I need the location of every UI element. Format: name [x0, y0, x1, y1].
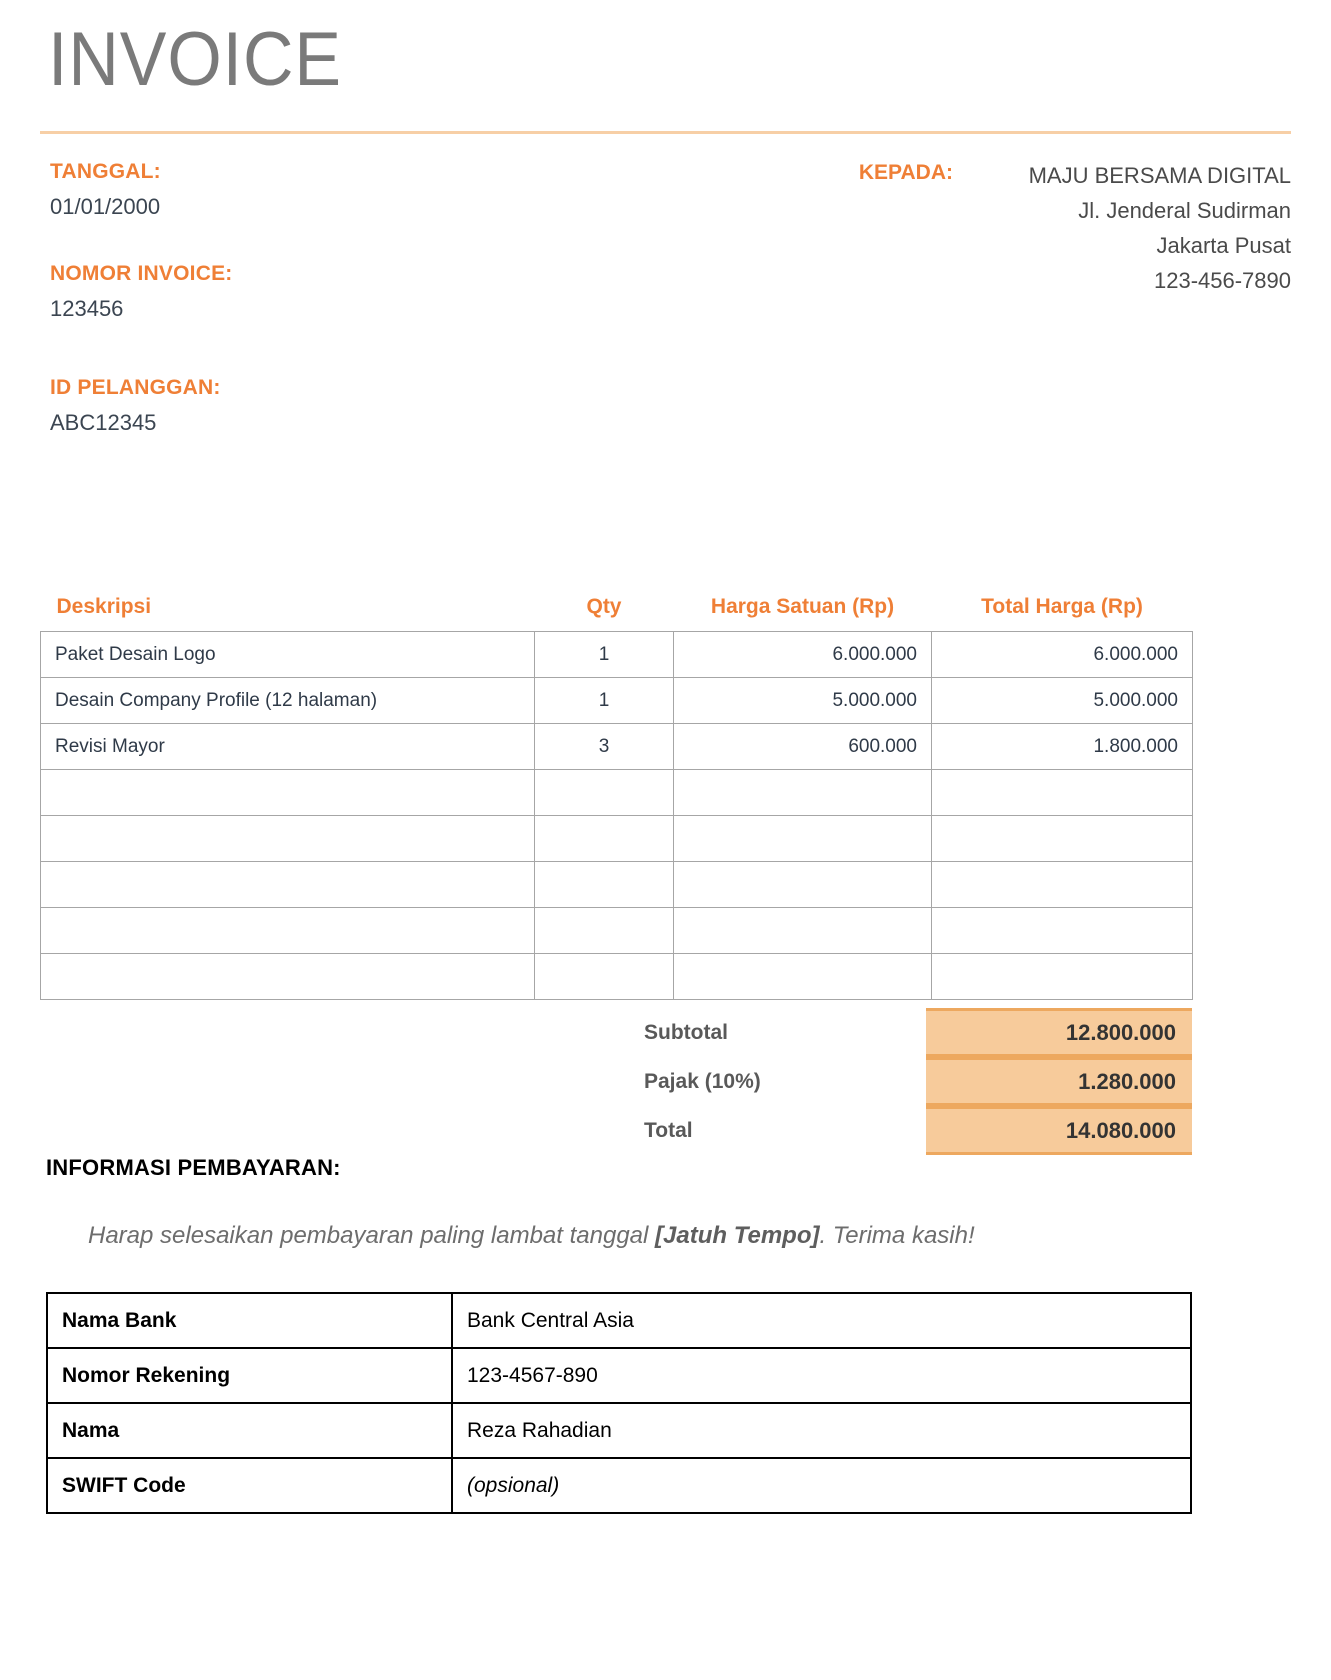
bank-row-value: Bank Central Asia [452, 1293, 1191, 1348]
totals-row-subtotal [636, 1008, 1192, 1057]
cell-qty [535, 816, 674, 862]
page-title: INVOICE [48, 17, 342, 102]
table-row [41, 770, 1193, 816]
table-row [41, 954, 1193, 1000]
invoice-meta [40, 158, 1291, 558]
cell-deskripsi [41, 954, 535, 1000]
items-table-wrapper [40, 595, 1192, 1000]
table-row [41, 908, 1193, 954]
table-row [41, 862, 1193, 908]
total-label: Total [644, 1118, 693, 1142]
cell-deskripsi [41, 862, 535, 908]
column-header-total-harga: Total Harga (Rp) [981, 595, 1143, 618]
cell-qty: 1 [535, 678, 674, 724]
column-header-harga-satuan: Harga Satuan (Rp) [710, 595, 895, 618]
cell-total-harga [932, 954, 1193, 1000]
cell-deskripsi: Revisi Mayor [41, 724, 535, 770]
items-header-row [41, 595, 1193, 632]
id-pelanggan-value: ABC12345 [50, 410, 157, 435]
payment-info-heading: INFORMASI PEMBAYARAN: [46, 1155, 341, 1180]
cell-deskripsi [41, 816, 535, 862]
cell-harga-satuan: 6.000.000 [674, 632, 932, 678]
cell-harga-satuan [674, 816, 932, 862]
recipient-address [991, 158, 1291, 298]
cell-qty [535, 908, 674, 954]
cell-qty [535, 862, 674, 908]
kepada-block [631, 158, 1291, 298]
cell-total-harga [932, 908, 1193, 954]
cell-total-harga [932, 770, 1193, 816]
items-table [40, 595, 1193, 1000]
cell-deskripsi [41, 770, 535, 816]
cell-qty [535, 954, 674, 1000]
cell-total-harga [932, 862, 1193, 908]
bank-details-wrapper [46, 1292, 1192, 1514]
nomor-invoice-value: 123456 [50, 296, 124, 321]
title-divider [40, 131, 1291, 134]
title-block [40, 0, 1291, 115]
bank-row-value: (opsional) [452, 1458, 1191, 1513]
cell-qty [535, 770, 674, 816]
table-row [47, 1348, 1191, 1403]
totals-row-total [636, 1106, 1192, 1155]
meta-spacer-1 [50, 222, 610, 260]
cell-harga-satuan [674, 954, 932, 1000]
recipient-line: 123-456-7890 [1153, 268, 1291, 293]
recipient-line: MAJU BERSAMA DIGITAL [1028, 163, 1291, 188]
bank-table-body [47, 1293, 1191, 1513]
cell-total-harga: 6.000.000 [932, 632, 1193, 678]
items-table-head [41, 595, 1193, 632]
cell-harga-satuan [674, 908, 932, 954]
bank-row-label: Nomor Rekening [47, 1348, 452, 1403]
table-row [41, 632, 1193, 678]
recipient-line: Jl. Jenderal Sudirman [1078, 198, 1291, 223]
table-row [41, 724, 1193, 770]
table-row [47, 1458, 1191, 1513]
totals-row-pajak [636, 1057, 1192, 1106]
cell-qty: 3 [535, 724, 674, 770]
payment-due-note [88, 1222, 975, 1250]
cell-total-harga: 5.000.000 [932, 678, 1193, 724]
cell-deskripsi: Paket Desain Logo [41, 632, 535, 678]
table-row [47, 1293, 1191, 1348]
pajak-label: Pajak (10%) [644, 1069, 761, 1093]
recipient-line: Jakarta Pusat [1156, 233, 1291, 258]
table-row [41, 678, 1193, 724]
cell-deskripsi [41, 908, 535, 954]
subtotal-value: 12.800.000 [926, 1008, 1192, 1057]
cell-deskripsi: Desain Company Profile (12 halaman) [41, 678, 535, 724]
items-table-body [41, 632, 1193, 1000]
cell-harga-satuan [674, 770, 932, 816]
cell-qty: 1 [535, 632, 674, 678]
id-pelanggan-label: ID PELANGGAN: [50, 376, 221, 399]
table-row [47, 1403, 1191, 1458]
tanggal-value: 01/01/2000 [50, 194, 161, 219]
bank-row-value: 123-4567-890 [452, 1348, 1191, 1403]
bank-row-label: Nama Bank [47, 1293, 452, 1348]
column-header-deskripsi: Deskripsi [56, 595, 152, 618]
cell-harga-satuan: 5.000.000 [674, 678, 932, 724]
tanggal-label: TANGGAL: [50, 160, 161, 183]
payment-note-emphasis: [Jatuh Tempo] [655, 1222, 820, 1249]
nomor-invoice-label: NOMOR INVOICE: [50, 262, 233, 285]
payment-note-suffix: . Terima kasih! [819, 1222, 975, 1249]
table-row [41, 816, 1193, 862]
pajak-value: 1.280.000 [926, 1057, 1192, 1106]
cell-harga-satuan: 600.000 [674, 724, 932, 770]
cell-total-harga: 1.800.000 [932, 724, 1193, 770]
cell-harga-satuan [674, 862, 932, 908]
bank-row-value: Reza Rahadian [452, 1403, 1191, 1458]
meta-spacer-2 [50, 324, 610, 374]
subtotal-label: Subtotal [644, 1020, 728, 1044]
total-value: 14.080.000 [926, 1106, 1192, 1155]
bank-row-label: Nama [47, 1403, 452, 1458]
bank-row-label: SWIFT Code [47, 1458, 452, 1513]
payment-note-prefix: Harap selesaikan pembayaran paling lambat tanggal [88, 1222, 656, 1249]
bank-details-table [46, 1292, 1192, 1514]
column-header-qty: Qty [586, 595, 622, 618]
cell-total-harga [932, 816, 1193, 862]
invoice-meta-left [50, 158, 610, 438]
invoice-meta-right [631, 158, 1291, 298]
totals-block [636, 1008, 1192, 1155]
kepada-label: KEPADA: [858, 161, 953, 184]
